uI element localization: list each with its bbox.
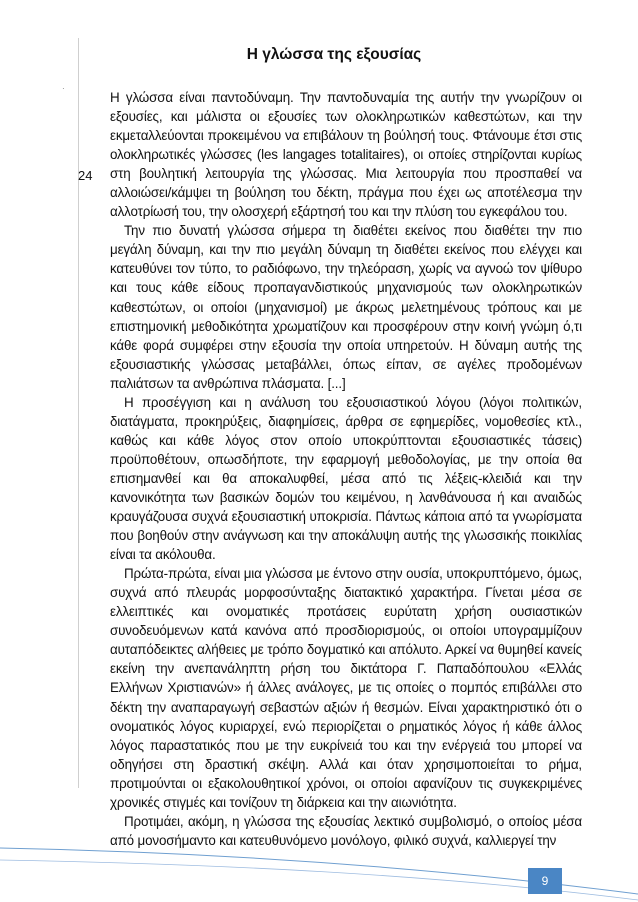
page-number-badge: [528, 868, 562, 894]
margin-line-number: 24: [78, 168, 93, 183]
paragraph-4: Πρώτα-πρώτα, είναι μια γλώσσα με έντονο στην ουσία, υποκρυπτόμενο, όμως, συχνά από πλευράς μορφοσύνταξης διατακτικό χαρακτήρα. Γίνεται μέσα σε ελλειπτικές και ονοματικές προτάσεις ευρύτατη χρήση ουσιαστικών συνοδευόμενων κατά κανόνα από προσδιορισμούς, οι οποίοι υπογραμμίζουν αυταπόδεικτες αλήθειες με τρόπο δογματικό και απόλυτο. Αρκεί να θυμηθεί κανείς εκείνη την ανεπανάληπτη ρήση του δικτάτορα Γ. Παπαδόπουλου «Ελλάς Ελλήνων Χριστιανών» ή άλλες ανάλογες, με τις οποίες ο πομπός επιβάλλει στο δέκτη την αναπαραγωγή σεβαστών αξιών ή θεσμών. Είναι χαρακτηριστικό ότι ο ονοματικός λόγος κυριαρχεί, ενώ περιορίζεται ο ρηματικός λόγος ή κάθε άλλος λόγος παραστατικός που με την ευκρίνειά του και την ενέργειά του μπορεί να οδηγήσει στη δραστική σκέψη. Αλλά και όταν χρησιμοποιείται το ρήμα, προτιμούνται οι εξακολουθητικοί χρόνοι, οι οποίοι αφανίζουν τις συγκεκριμένες χρονικές στιγμές και τονίζουν τη διάρκεια και την αιωνιότητα.: [110, 566, 582, 810]
paragraph-1: Η γλώσσα είναι παντοδύναμη. Την παντοδυναμία της αυτήν την γνωρίζουν οι εξουσίες, και μάλιστα οι εξουσίες των ολοκληρωτικών καθεστώτων, και την εκμεταλλεύονται προκειμένου να επιβάλουν τη βούλησή τους. Φτάνουμε έτσι στις ολοκληρωτικές γλώσσες (les langages totalitaires), οι οποίες στηρίζονται κυρίως στη βουλητική λειτουργία της γλώσσας. Μια λειτουργία που προσπαθεί να αλλοιώσει/κάμψει τη βούληση του δέκτη, πράγμα που έχει ως αποτέλεσμα την αλλοτρίωσή του, την ολοσχερή εξάρτησή του και την πλύση του εγκεφάλου του.: [110, 90, 582, 220]
margin-dot: ·: [62, 84, 65, 93]
paragraph-2: Την πιο δυνατή γλώσσα σήμερα τη διαθέτει εκείνος που διαθέτει την πιο μεγάλη δύναμη, και την πιο μεγάλη δύναμη τη διαθέτει εκείνος που ελέγχει και κατευθύνει τον τύπο, το ραδιόφωνο, την τηλεόραση, χωρίς να αγνοώ τον ψίθυρο και τους κάθε είδους προπαγανδιστικούς μηχανισμούς των ολοκληρωτικών καθεστώτων, οι οποίοι (μηχανισμοί) με άκρως μελετημένους τρόπους και με επιστημονική μεθοδικότητα χρωματίζουν και προσφέρουν στην κοινή γνώμη ό,τι κάθε φορά συμφέρει στην εξουσία την οποία υπηρετούν. Η δύναμη αυτής της εξουσιαστικής γλώσσας μεταβάλλει, όπως είπαν, σε αγέλες προδομένων παλιάτσων τα ανθρώπινα πλάσματα. [...]: [110, 223, 582, 391]
left-margin-rule: [78, 38, 79, 788]
page-title: Η γλώσσα της εξουσίας: [246, 46, 422, 63]
body-text: [110, 88, 582, 850]
paragraph-5: Προτιμάει, ακόμη, η γλώσσα της εξουσίας λεκτικό συμβολισμό, ο οποίος μέσα από μονοσήμαντο και κατευθυνόμενο μονόλογο, φιλικό συχνά, καλλιεργεί την: [110, 813, 582, 848]
paragraph-3: Η προσέγγιση και η ανάλυση του εξουσιαστικού λόγου (λόγοι πολιτικών, διατάγματα, προκηρύξεις, διαφημίσεις, άρθρα σε εφημερίδες, νομοθεσίες κτλ., καθώς και κάθε λόγος στον οποίο υποκρύπτονται εξουσιαστικές τάσεις) προϋποθέτουν, οπωσδήποτε, την εφαρμογή μεθοδολογίας, με την οποία θα επισημανθεί και θα αποκαλυφθεί, μέσα από τις λέξεις-κλειδιά και την κανονικότητα των βασικών δομών του κειμένου, η λανθάνουσα ή και αναιδώς κραυγάζουσα συχνά εξουσιαστική υποκρισία. Πάντως κάποια από τα γνωρίσματα που βοηθούν στην ανάγνωση και την αποκάλυψη αυτής της γλωσσικής ποικιλίας είναι τα ακόλουθα.: [110, 394, 582, 563]
page-number: 9: [541, 874, 549, 888]
